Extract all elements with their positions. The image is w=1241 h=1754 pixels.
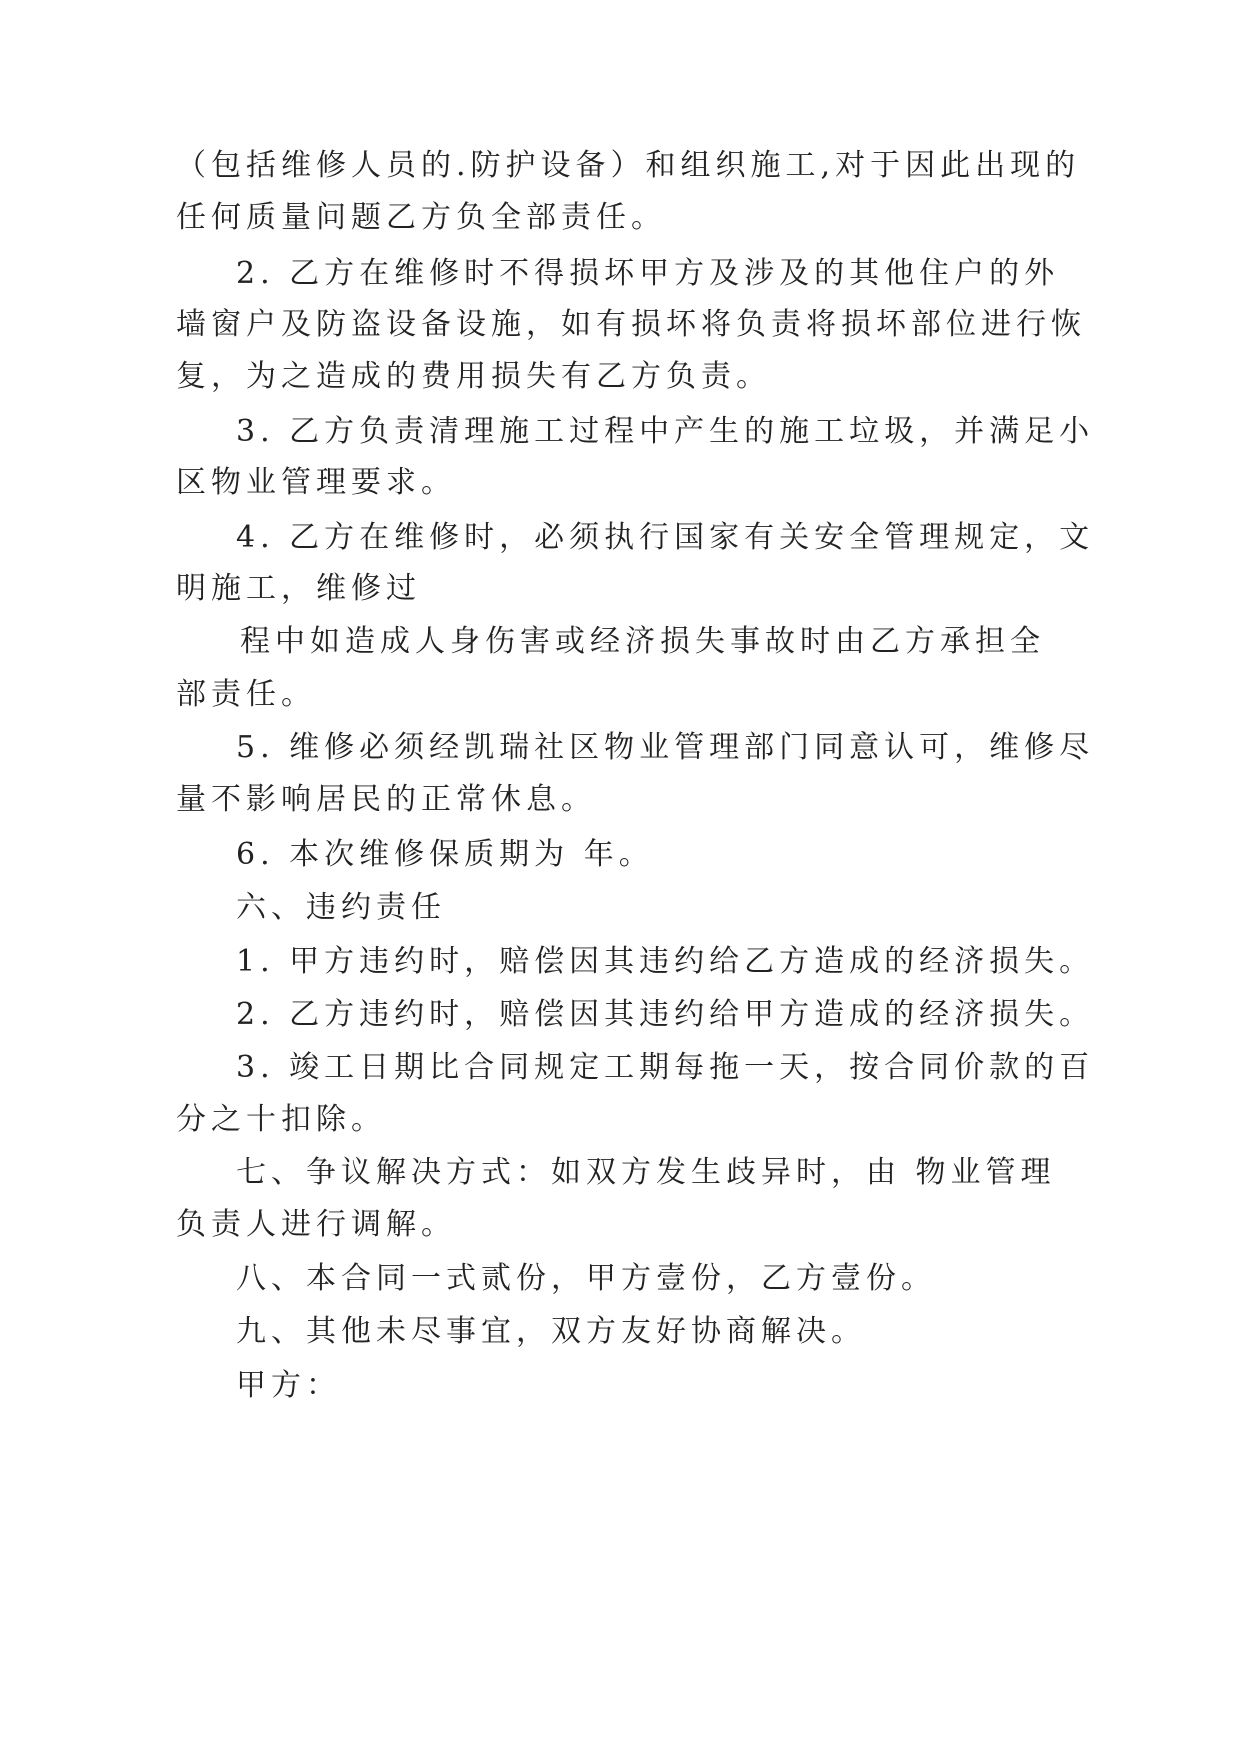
text-line: 量不影响居民的正常休息。 — [176, 782, 596, 817]
text-line: 分之十扣除。 — [176, 1102, 386, 1137]
text-line: 2. 乙方在维修时不得损坏甲方及涉及的其他住户的外 — [236, 256, 1060, 291]
text-line: 八、本合同一式贰份，甲方壹份，乙方壹份。 — [236, 1261, 936, 1296]
text-line: 墙窗户及防盗设备设施，如有损坏将负责将损坏部位进行恢 — [176, 307, 1086, 342]
text-line: 2. 乙方违约时，赔偿因其违约给甲方造成的经济损失。 — [236, 997, 1095, 1032]
text-line: 七、争议解决方式：如双方发生歧异时，由 物业管理 — [236, 1155, 1056, 1190]
text-line: 负责人进行调解。 — [176, 1207, 456, 1242]
text-line: 程中如造成人身伤害或经济损失事故时由乙方承担全 — [240, 624, 1045, 659]
text-line: 复，为之造成的费用损失有乙方负责。 — [176, 359, 771, 394]
section-heading: 六、违约责任 — [236, 890, 446, 925]
text-line: 九、其他未尽事宜，双方友好协商解决。 — [236, 1314, 866, 1349]
text-line: 4. 乙方在维修时，必须执行国家有关安全管理规定，文 — [236, 520, 1095, 555]
text-line: 任何质量问题乙方负全部责任。 — [176, 200, 666, 235]
text-line: （包括维修人员的.防护设备）和组织施工,对于因此出现的 — [176, 148, 1081, 183]
text-line: 5. 维修必须经凯瑞社区物业管理部门同意认可，维修尽 — [236, 730, 1095, 765]
text-line: 明施工，维修过 — [176, 571, 421, 606]
signature-label: 甲方： — [236, 1368, 341, 1403]
text-line: 3. 竣工日期比合同规定工期每拖一天，按合同价款的百 — [236, 1050, 1095, 1085]
text-line: 6. 本次维修保质期为 年。 — [236, 837, 654, 872]
text-line: 1. 甲方违约时，赔偿因其违约给乙方造成的经济损失。 — [236, 944, 1095, 979]
text-line: 3. 乙方负责清理施工过程中产生的施工垃圾，并满足小 — [236, 414, 1095, 449]
text-line: 部责任。 — [176, 677, 316, 712]
text-line: 区物业管理要求。 — [176, 465, 456, 500]
